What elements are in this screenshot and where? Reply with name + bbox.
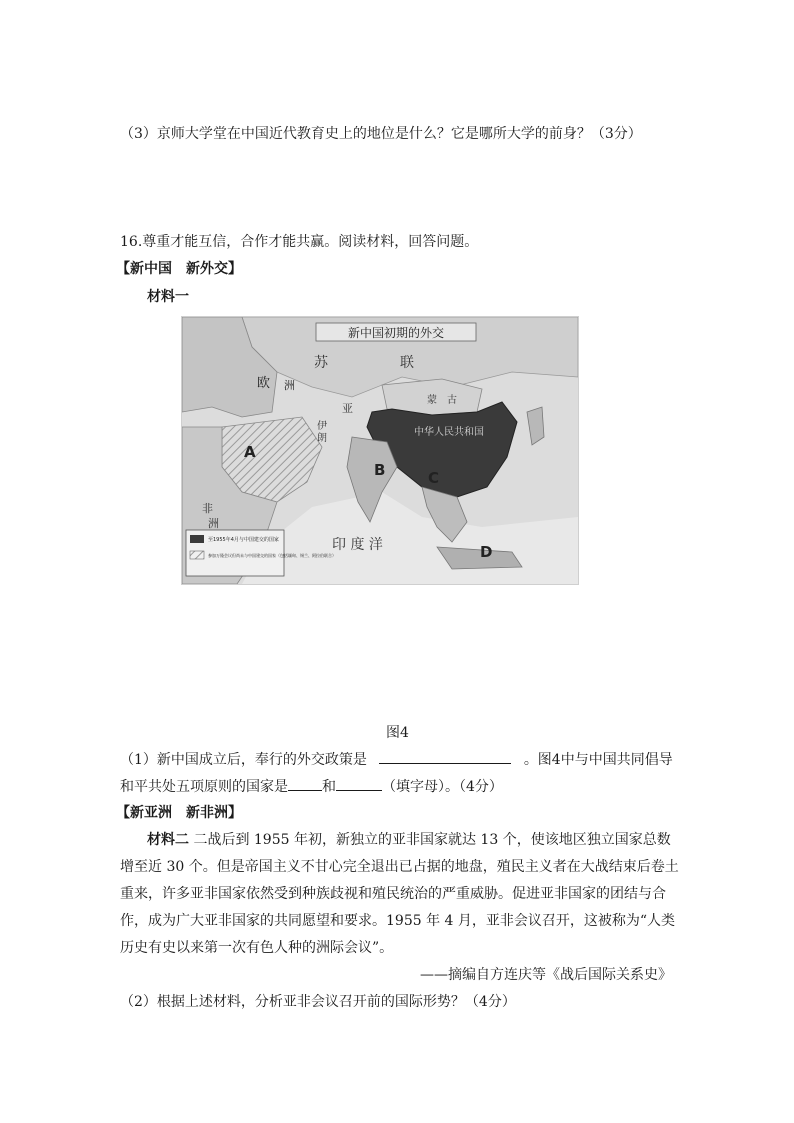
legend-swatch-2 <box>190 551 204 559</box>
map-label-zhou2: 洲 <box>208 517 219 530</box>
map-label-lian: 联 <box>400 355 414 371</box>
material-2-source: ——摘编自方连庆等《战后国际关系史》 <box>420 967 672 983</box>
map-label-fei: 非 <box>202 502 213 515</box>
q1-part1: （1）新中国成立后，奉行的外交政策是 <box>120 752 367 768</box>
map-label-su: 苏 <box>314 355 328 371</box>
map-label-mongolia: 蒙 古 <box>427 395 457 406</box>
question-3: （3）京师大学堂在中国近代教育史上的地位是什么？它是哪所大学的前身？（3分） <box>120 126 642 142</box>
map-label-lang: 朗 <box>317 433 327 444</box>
question-1-line-2 <box>120 776 503 797</box>
diplomacy-map <box>181 316 579 585</box>
material-2-line-5: 历史有史以来第一次有色人种的洲际会议”。 <box>120 940 394 956</box>
question-2: （2）根据上述材料，分析亚非会议召开前的国际形势？（4分） <box>120 994 516 1010</box>
map-label-a: A <box>244 443 256 461</box>
map-label-b: B <box>374 461 386 479</box>
material-2-line-1 <box>147 830 671 850</box>
answer-blank-policy[interactable] <box>379 749 511 764</box>
answer-blank-country-1[interactable] <box>288 776 322 791</box>
material-1-label: 材料一 <box>147 289 189 305</box>
section-title-new-asia-africa: 【新亚洲 新非洲】 <box>116 805 242 821</box>
question-1-line-1 <box>120 749 673 770</box>
question-16-stem: 16.尊重才能互信，合作才能共赢。阅读材料，回答问题。 <box>120 234 479 250</box>
map-label-zhou: 洲 <box>284 379 295 392</box>
material-2-line-3: 重来，许多亚非国家依然受到种族歧视和殖民统治的严重威胁。促进亚非国家的团结与合 <box>120 886 666 902</box>
legend-swatch-1 <box>190 535 204 543</box>
q1-part2: 。图4中与中国共同倡导 <box>523 752 673 768</box>
material-2-text-1: 二战后到 1955 年初，新独立的亚非国家就达 13 个，使该地区独立国家总数 <box>193 832 671 848</box>
map-title: 新中国初期的外交 <box>347 326 445 340</box>
map-graphic <box>182 317 578 584</box>
map-label-china: 中华人民共和国 <box>414 427 484 438</box>
section-title-new-china: 【新中国 新外交】 <box>116 261 242 277</box>
legend-text-1: 至1955年4月与中国建交的国家 <box>208 537 279 543</box>
q1-line2-a: 和平共处五项原则的国家是 <box>120 779 288 795</box>
material-2-line-4: 作，成为广大亚非国家的共同愿望和要求。1955 年 4 月，亚非会议召开，这被称为“人类 <box>120 913 676 929</box>
material-2-line-2: 增至近 30 个。但是帝国主义不甘心完全退出已占据的地盘，殖民主义者在大战结束后卷土 <box>120 859 679 875</box>
map-label-ou: 欧 <box>257 376 271 391</box>
map-label-yi: 伊 <box>317 421 327 432</box>
q1-line2-c: （填字母）。（4分） <box>382 779 503 795</box>
material-2-label: 材料二 <box>147 832 189 848</box>
map-label-d: D <box>480 543 493 561</box>
q1-line2-b: 和 <box>322 779 336 795</box>
map-label-c: C <box>428 469 440 487</box>
map-label-ya: 亚 <box>342 402 353 415</box>
answer-blank-country-2[interactable] <box>336 776 382 791</box>
figure-caption: 图4 <box>386 725 409 741</box>
legend-text-2: 参加万隆会议但尚未与中国建交的国家（包括缅甸、锡兰、阿拉伯联合） <box>208 553 336 558</box>
map-label-indian-ocean: 印 度 洋 <box>332 537 383 553</box>
